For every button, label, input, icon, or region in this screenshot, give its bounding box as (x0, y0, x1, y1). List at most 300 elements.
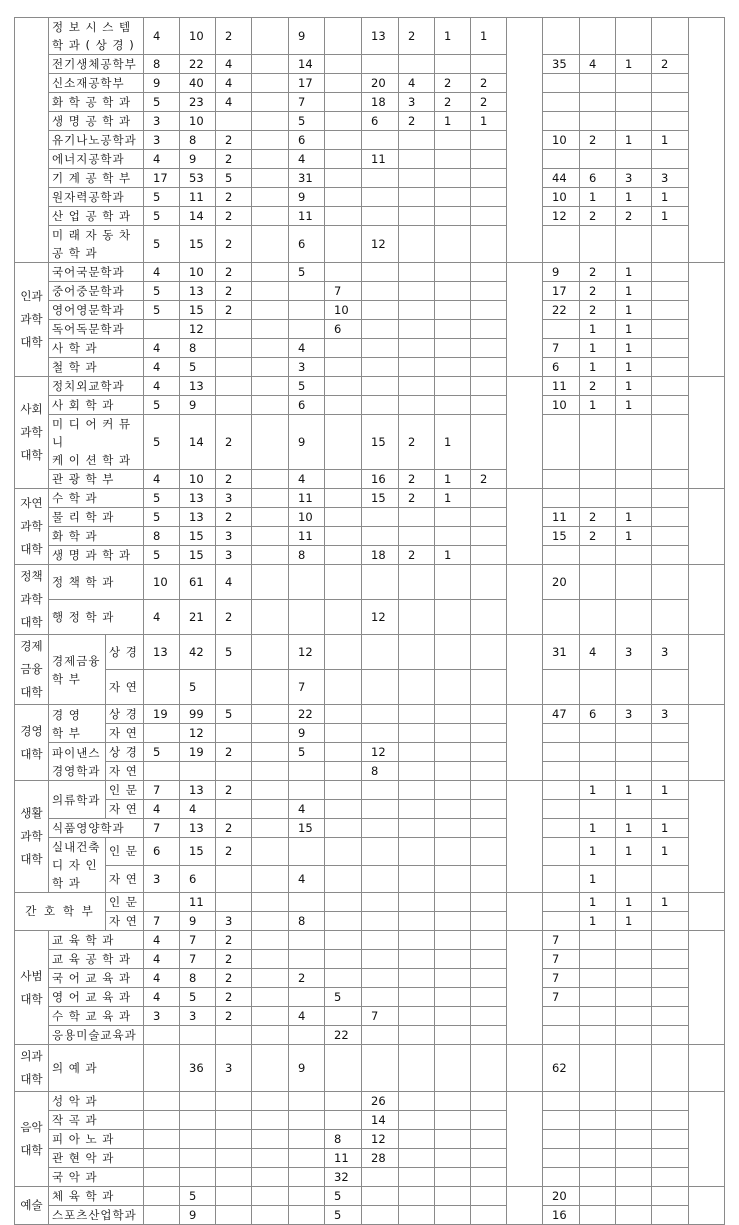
quota-cell (543, 1130, 580, 1149)
quota-cell: 2 (216, 188, 252, 207)
quota-cell (325, 800, 362, 819)
department-cell: 정치외교학과 (49, 377, 144, 396)
table-row (15, 1187, 725, 1206)
quota-cell (471, 282, 507, 301)
quota-cell (399, 1026, 435, 1045)
quota-cell: 3 (144, 112, 180, 131)
quota-cell (216, 865, 252, 893)
blank-column-cell (689, 635, 725, 705)
quota-cell: 9 (289, 18, 325, 55)
quota-cell (362, 670, 399, 705)
quota-cell (325, 600, 362, 635)
quota-cell (435, 724, 471, 743)
quota-cell: 10 (543, 396, 580, 415)
quota-cell: 1 (616, 508, 652, 527)
quota-cell (652, 358, 689, 377)
quota-cell (543, 1026, 580, 1045)
quota-cell: 23 (180, 93, 216, 112)
quota-cell: 4 (216, 565, 252, 600)
quota-cell: 22 (543, 301, 580, 320)
quota-cell: 6 (144, 838, 180, 866)
quota-cell: 15 (362, 415, 399, 470)
blank-column-cell (689, 1187, 725, 1225)
quota-cell (289, 838, 325, 866)
quota-cell (399, 800, 435, 819)
quota-cell: 4 (216, 93, 252, 112)
table-row (15, 527, 725, 546)
quota-cell (362, 893, 399, 912)
quota-cell (652, 1168, 689, 1187)
quota-cell (471, 931, 507, 950)
quota-cell (435, 377, 471, 396)
quota-cell: 15 (362, 489, 399, 508)
quota-cell: 15 (180, 838, 216, 866)
quota-cell (543, 781, 580, 800)
quota-cell (543, 838, 580, 866)
college-cell: 인과 과학 대학 (15, 263, 49, 377)
quota-cell: 9 (144, 74, 180, 93)
quota-cell (325, 74, 362, 93)
quota-cell: 1 (435, 546, 471, 565)
table-row (15, 893, 725, 912)
quota-cell (362, 988, 399, 1007)
quota-cell (252, 1045, 289, 1092)
quota-cell (543, 489, 580, 508)
quota-cell (652, 1111, 689, 1130)
quota-cell (252, 301, 289, 320)
department-cell: 산 업 공 학 과 (49, 207, 144, 226)
quota-cell: 1 (616, 282, 652, 301)
quota-cell (580, 1130, 616, 1149)
quota-cell (399, 263, 435, 282)
quota-cell (252, 1007, 289, 1026)
quota-cell: 1 (580, 320, 616, 339)
quota-cell (362, 1045, 399, 1092)
blank-column-cell (507, 489, 543, 565)
quota-cell (543, 670, 580, 705)
quota-cell (252, 377, 289, 396)
quota-cell (399, 988, 435, 1007)
quota-cell: 2 (216, 969, 252, 988)
quota-cell: 5 (144, 415, 180, 470)
quota-cell (435, 527, 471, 546)
quota-cell (289, 282, 325, 301)
quota-cell (435, 1168, 471, 1187)
quota-cell (216, 724, 252, 743)
table-row (15, 838, 725, 866)
quota-cell (543, 912, 580, 931)
table-row (15, 705, 725, 724)
quota-cell (144, 1187, 180, 1206)
quota-cell (580, 969, 616, 988)
quota-cell: 3 (216, 489, 252, 508)
quota-cell: 5 (144, 188, 180, 207)
quota-cell (616, 546, 652, 565)
quota-cell: 2 (289, 969, 325, 988)
blank-column-cell (689, 931, 725, 1045)
quota-cell (652, 912, 689, 931)
quota-cell (471, 339, 507, 358)
department-cell: 수 학 과 (49, 489, 144, 508)
quota-cell (580, 565, 616, 600)
table-row (15, 112, 725, 131)
quota-cell: 5 (216, 169, 252, 188)
quota-cell (252, 339, 289, 358)
quota-cell (471, 781, 507, 800)
quota-cell (471, 301, 507, 320)
department-cell: 유기나노공학과 (49, 131, 144, 150)
quota-cell: 21 (180, 600, 216, 635)
quota-cell: 2 (216, 226, 252, 263)
quota-cell (471, 893, 507, 912)
quota-cell: 9 (289, 188, 325, 207)
quota-cell: 8 (144, 55, 180, 74)
quota-cell (399, 527, 435, 546)
quota-cell: 6 (580, 169, 616, 188)
quota-cell (543, 18, 580, 55)
quota-cell (399, 931, 435, 950)
quota-cell (180, 1111, 216, 1130)
quota-cell: 99 (180, 705, 216, 724)
quota-cell: 13 (144, 635, 180, 670)
quota-cell (471, 377, 507, 396)
quota-cell (399, 1130, 435, 1149)
quota-cell: 4 (144, 600, 180, 635)
quota-cell (471, 396, 507, 415)
quota-cell (325, 865, 362, 893)
department-cell: 성 악 과 (49, 1092, 144, 1111)
quota-cell: 6 (289, 226, 325, 263)
quota-cell (471, 188, 507, 207)
table-row (15, 1168, 725, 1187)
quota-cell: 2 (216, 131, 252, 150)
quota-cell (325, 207, 362, 226)
quota-cell (435, 131, 471, 150)
blank-column-cell (689, 781, 725, 893)
quota-cell (435, 1026, 471, 1045)
quota-cell (252, 565, 289, 600)
quota-cell (325, 18, 362, 55)
quota-cell: 1 (616, 339, 652, 358)
quota-cell: 40 (180, 74, 216, 93)
quota-cell: 5 (144, 282, 180, 301)
quota-cell (362, 950, 399, 969)
quota-cell (362, 377, 399, 396)
quota-cell: 8 (289, 912, 325, 931)
quota-cell (289, 1168, 325, 1187)
quota-cell (362, 724, 399, 743)
quota-cell (543, 819, 580, 838)
quota-cell (471, 1206, 507, 1225)
quota-cell (144, 1111, 180, 1130)
quota-cell (435, 1187, 471, 1206)
quota-cell (252, 724, 289, 743)
quota-cell (252, 527, 289, 546)
quota-cell (216, 1026, 252, 1045)
quota-cell: 1 (616, 377, 652, 396)
quota-cell: 22 (325, 1026, 362, 1045)
quota-cell: 2 (216, 470, 252, 489)
quota-cell: 4 (289, 800, 325, 819)
quota-cell (289, 1111, 325, 1130)
quota-cell: 12 (180, 320, 216, 339)
quota-cell (252, 1168, 289, 1187)
quota-cell (471, 865, 507, 893)
quota-cell (543, 93, 580, 112)
quota-cell: 5 (216, 635, 252, 670)
quota-cell: 7 (289, 670, 325, 705)
quota-cell (652, 527, 689, 546)
quota-cell (399, 781, 435, 800)
quota-cell (435, 743, 471, 762)
quota-cell: 11 (325, 1149, 362, 1168)
quota-cell: 8 (180, 969, 216, 988)
quota-cell (144, 1026, 180, 1045)
quota-cell (399, 600, 435, 635)
quota-cell (180, 1092, 216, 1111)
quota-cell (325, 705, 362, 724)
quota-cell: 1 (616, 912, 652, 931)
quota-cell (652, 377, 689, 396)
quota-cell: 31 (543, 635, 580, 670)
quota-cell (325, 112, 362, 131)
quota-cell (435, 969, 471, 988)
quota-cell (616, 1007, 652, 1026)
quota-cell: 4 (144, 150, 180, 169)
table-row (15, 1026, 725, 1045)
quota-cell (652, 508, 689, 527)
quota-cell (435, 762, 471, 781)
quota-cell (362, 565, 399, 600)
quota-cell: 12 (362, 743, 399, 762)
quota-cell (435, 931, 471, 950)
quota-cell: 3 (216, 527, 252, 546)
quota-cell (252, 226, 289, 263)
quota-cell (252, 131, 289, 150)
quota-cell (362, 1206, 399, 1225)
quota-cell: 2 (216, 838, 252, 866)
quota-cell: 10 (543, 131, 580, 150)
quota-cell: 6 (362, 112, 399, 131)
quota-cell (362, 55, 399, 74)
quota-cell (399, 969, 435, 988)
quota-cell (580, 1045, 616, 1092)
quota-cell: 1 (616, 893, 652, 912)
quota-cell: 15 (180, 301, 216, 320)
quota-cell (652, 282, 689, 301)
quota-cell: 5 (144, 546, 180, 565)
quota-cell (362, 912, 399, 931)
track-cell: 자 연 (106, 912, 144, 931)
quota-cell: 42 (180, 635, 216, 670)
department-cell: 생 명 공 학 과 (49, 112, 144, 131)
quota-cell (144, 1045, 180, 1092)
quota-cell: 3 (144, 865, 180, 893)
quota-cell (616, 1206, 652, 1225)
quota-cell: 1 (652, 893, 689, 912)
quota-cell: 2 (216, 1007, 252, 1026)
quota-cell (435, 950, 471, 969)
table-row (15, 865, 725, 893)
quota-cell: 1 (652, 781, 689, 800)
quota-cell: 15 (543, 527, 580, 546)
quota-cell (580, 112, 616, 131)
quota-cell (616, 489, 652, 508)
department-cell: 파이낸스 경영학과 (49, 743, 106, 781)
quota-cell (252, 600, 289, 635)
quota-cell (580, 74, 616, 93)
quota-cell (471, 1026, 507, 1045)
quota-cell (616, 1149, 652, 1168)
track-cell: 상 경 (106, 705, 144, 724)
quota-cell: 1 (616, 55, 652, 74)
quota-cell: 2 (580, 263, 616, 282)
quota-cell: 11 (362, 150, 399, 169)
quota-cell (399, 508, 435, 527)
table-body (15, 18, 725, 1225)
table-row (15, 339, 725, 358)
quota-cell (144, 724, 180, 743)
quota-cell (362, 865, 399, 893)
college-cell: 사회 과학 대학 (15, 377, 49, 489)
quota-cell (652, 1026, 689, 1045)
blank-column-cell (507, 635, 543, 705)
quota-cell: 2 (471, 470, 507, 489)
table-row (15, 600, 725, 635)
quota-cell (252, 819, 289, 838)
quota-cell (325, 150, 362, 169)
table-row (15, 131, 725, 150)
quota-cell (471, 226, 507, 263)
quota-cell (652, 1149, 689, 1168)
quota-cell (216, 670, 252, 705)
quota-cell: 61 (180, 565, 216, 600)
quota-cell (144, 1168, 180, 1187)
quota-cell (652, 565, 689, 600)
quota-cell (399, 1111, 435, 1130)
quota-cell: 5 (144, 743, 180, 762)
blank-column-cell (507, 1187, 543, 1225)
quota-cell: 1 (471, 112, 507, 131)
quota-cell: 5 (180, 988, 216, 1007)
quota-cell (580, 670, 616, 705)
quota-cell (471, 1007, 507, 1026)
quota-cell (362, 188, 399, 207)
department-cell: 경 영 학 부 (49, 705, 106, 743)
quota-cell (652, 301, 689, 320)
quota-cell (616, 743, 652, 762)
blank-column-cell (689, 705, 725, 781)
quota-cell (252, 188, 289, 207)
quota-cell (399, 282, 435, 301)
quota-cell: 1 (616, 188, 652, 207)
quota-cell (325, 743, 362, 762)
quota-cell (399, 226, 435, 263)
quota-cell (435, 781, 471, 800)
quota-cell: 4 (144, 18, 180, 55)
quota-cell (252, 893, 289, 912)
table-row (15, 762, 725, 781)
blank-column-cell (507, 263, 543, 377)
quota-cell: 2 (216, 931, 252, 950)
quota-cell (652, 112, 689, 131)
quota-cell: 2 (216, 508, 252, 527)
quota-cell (652, 415, 689, 470)
quota-cell: 2 (399, 112, 435, 131)
quota-cell: 2 (652, 55, 689, 74)
quota-cell: 1 (435, 112, 471, 131)
quota-cell: 1 (435, 470, 471, 489)
quota-cell: 1 (580, 912, 616, 931)
quota-cell (362, 705, 399, 724)
table-row (15, 18, 725, 55)
quota-cell (471, 800, 507, 819)
quota-cell: 36 (180, 1045, 216, 1092)
department-cell: 에너지공학과 (49, 150, 144, 169)
quota-cell: 5 (144, 93, 180, 112)
department-cell: 관 현 악 과 (49, 1149, 144, 1168)
quota-cell (399, 950, 435, 969)
quota-cell (471, 1092, 507, 1111)
college-cell: 음악 대학 (15, 1092, 49, 1187)
quota-cell: 2 (399, 470, 435, 489)
table-row (15, 1111, 725, 1130)
quota-cell (399, 1206, 435, 1225)
quota-cell (252, 489, 289, 508)
quota-cell (580, 415, 616, 470)
department-cell: 의 예 과 (49, 1045, 144, 1092)
quota-cell (252, 1130, 289, 1149)
blank-column-cell (507, 377, 543, 489)
quota-cell: 12 (362, 226, 399, 263)
quota-cell (252, 169, 289, 188)
quota-cell (252, 988, 289, 1007)
quota-cell (471, 838, 507, 866)
quota-cell (543, 112, 580, 131)
table-row (15, 207, 725, 226)
quota-cell (144, 670, 180, 705)
quota-cell (399, 838, 435, 866)
quota-cell (399, 55, 435, 74)
quota-cell (252, 320, 289, 339)
quota-cell (616, 762, 652, 781)
department-cell: 신소재공학부 (49, 74, 144, 93)
quota-cell (652, 150, 689, 169)
college-cell: 의과 대학 (15, 1045, 49, 1092)
quota-cell (580, 226, 616, 263)
quota-cell: 15 (180, 546, 216, 565)
quota-cell: 9 (543, 263, 580, 282)
quota-cell (252, 55, 289, 74)
quota-cell (580, 18, 616, 55)
quota-cell (399, 1007, 435, 1026)
quota-cell (435, 301, 471, 320)
quota-cell (144, 762, 180, 781)
quota-cell: 1 (616, 819, 652, 838)
quota-cell (325, 912, 362, 931)
quota-cell: 4 (580, 635, 616, 670)
quota-cell: 32 (325, 1168, 362, 1187)
quota-cell (471, 1111, 507, 1130)
quota-cell: 7 (289, 93, 325, 112)
table-row (15, 743, 725, 762)
quota-cell (435, 565, 471, 600)
quota-cell: 6 (325, 320, 362, 339)
quota-cell (252, 1149, 289, 1168)
quota-cell (325, 931, 362, 950)
quota-cell: 3 (616, 705, 652, 724)
quota-cell: 4 (144, 358, 180, 377)
